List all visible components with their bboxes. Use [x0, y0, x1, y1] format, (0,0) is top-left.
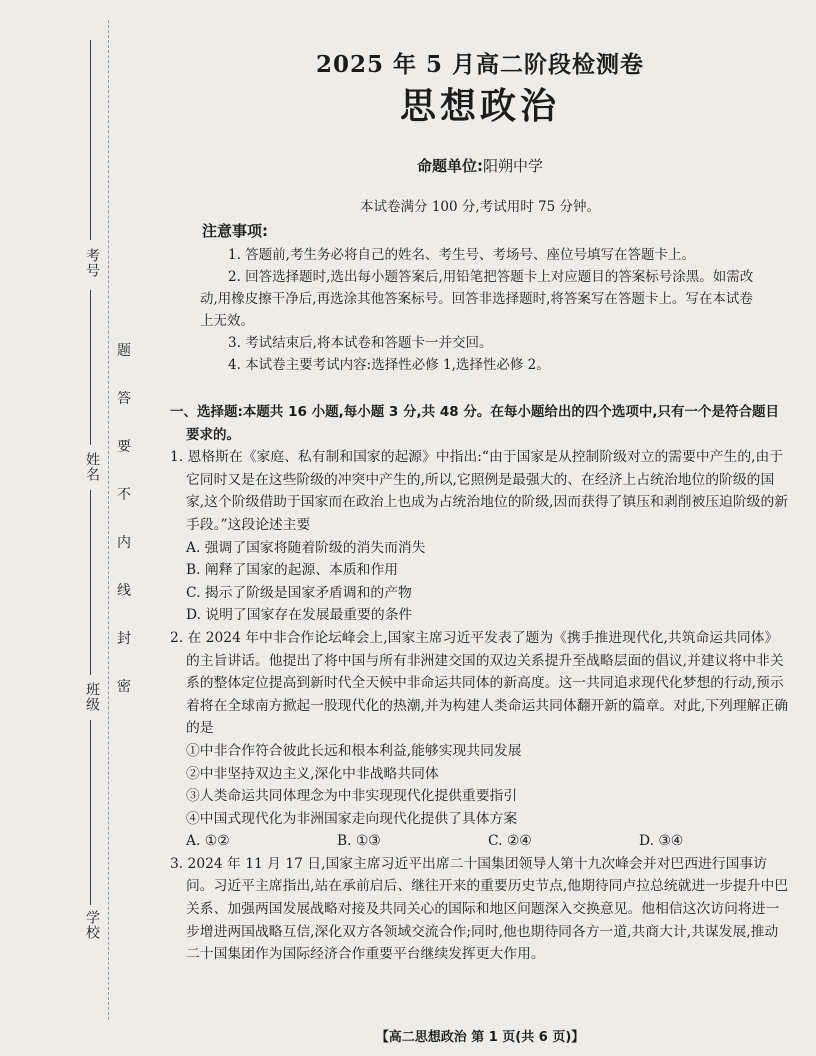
notes-list: [200, 244, 760, 376]
q2-item: ③人类命运共同体理念为中非实现现代化提供重要指引: [186, 788, 518, 805]
name-line[interactable]: [90, 290, 91, 445]
exam-info: 本试卷满分 100 分,考试用时 75 分钟。: [360, 199, 600, 215]
seal-char: 要: [117, 439, 131, 455]
unit-line: [150, 155, 810, 176]
question-3-stem: 3. 2024 年 11 月 17 日,国家主席习近平出席二十国集团领导人第十九次峰会并对巴西进行国事访问。习近平主席指出,站在承前启后、继往开来的重要历史节点,他期待同卢拉总统就进一步提升中巴关系、加强两国发展战略对接及共同关心的国际和地区问题深入交换意见。他相信这次访问将进一步增进两国战略互信,深化双方各领域交流合作;同时,他也期待同各方一道,共商大计,共谋发展,推动二十国集团作为国际经济合作重要平台继续发挥更大作用。: [170, 855, 789, 963]
q2-option-d: D. ③④: [639, 833, 684, 850]
seal-char: 线: [117, 583, 131, 599]
seal-char: 封: [117, 631, 131, 647]
seal-char: 不: [117, 487, 131, 503]
q2-option-a: A. ①②: [186, 833, 230, 850]
q1-option-d: D. 说明了国家存在发展最重要的条件: [186, 607, 413, 624]
q1-option-c: C. 揭示了阶级是国家矛盾调和的产物: [186, 584, 412, 601]
exam-title: 2025 年 5 月高二阶段检测卷: [315, 51, 645, 78]
school-label: 学校: [84, 910, 100, 940]
note-item: 2. 回答选择题时,选出每小题答案后,用铅笔把答题卡上对应题目的答案标号涂黑。如需改动,用橡皮擦干净后,再选涂其他答案标号。回答非选择题时,将答案写在答题卡上。写在本试卷上无效。: [200, 269, 754, 329]
note-item: 1. 答题前,考生务必将自己的姓名、考生号、考场号、座位号填写在答题卡上。: [228, 247, 695, 263]
question-2-stem: 2. 在 2024 年中非合作论坛峰会上,国家主席习近平发表了题为《携手推进现代化,共筑命运共同体》的主旨讲话。他提出了将中国与所有非洲建交国的双边关系提升至战略层面的倡议,并建议将中非关系的整体定位提高到新时代全天候中非命运共同体的新高度。这一共同追求现代化梦想的行动,预示着将在全球南方掀起一股现代化的热潮,并为构建人类命运共同体翻开新的篇章。对此,下列理解正确的是: [170, 629, 789, 737]
class-label: 班级: [84, 682, 100, 712]
section-title: 一、选择题:本题共 16 小题,每小题 3 分,共 48 分。在每小题给出的四个选项中,只有一个是符合题目要求的。: [170, 404, 779, 443]
school-line[interactable]: [90, 720, 91, 905]
seal-char: 内: [117, 535, 131, 551]
binding-margin: [0, 0, 150, 1056]
subject-title: 思想政治: [399, 85, 560, 127]
q2-item: ①中非合作符合彼此长远和根本利益,能够实现共同发展: [186, 742, 522, 759]
q2-option-b: B. ①③: [337, 833, 381, 850]
q2-item: ④中国式现代化为非洲国家走向现代化提供了具体方案: [186, 810, 518, 827]
notes-title: 注意事项:: [202, 222, 268, 240]
class-line[interactable]: [90, 490, 91, 675]
note-item: 4. 本试卷主要考试内容:选择性必修 1,选择性必修 2。: [228, 357, 550, 373]
q1-option-b: B. 阐释了国家的起源、本质和作用: [186, 562, 399, 579]
question-body: [170, 401, 790, 966]
q2-item: ②中非坚持双边主义,深化中非战略共同体: [186, 765, 439, 782]
q1-option-a: A. 强调了国家将随着阶级的消失而消失: [186, 539, 426, 556]
unit-name: 阳朔中学: [482, 157, 543, 175]
exam-number-line[interactable]: [90, 40, 91, 240]
seal-char: 答: [117, 391, 131, 407]
q2-option-c: C. ②④: [488, 833, 532, 850]
seal-dashed-line: [108, 20, 109, 1020]
q2-options-row: [170, 830, 790, 853]
question-1-stem: 1. 恩格斯在《家庭、私有制和国家的起源》中指出:“由于国家是从控制阶级对立的需要中产生的,由于它同时又是在这些阶级的冲突中产生的,所以,它照例是最强大的、在经济上占统治地位的阶级的国家,这个阶级借助于国家而在政治上也成为占统治地位的阶级,因而获得了镇压和剥削被压迫阶级的新手段。”这段论述主要: [170, 449, 789, 533]
exam-number-label: 考号: [84, 248, 100, 278]
seal-char: 题: [117, 343, 131, 359]
unit-label: 命题单位:: [416, 157, 483, 175]
page-footer: 【高二思想政治 第 1 页(共 6 页)】: [375, 1030, 585, 1045]
name-label: 姓名: [84, 452, 100, 482]
note-item: 3. 考试结束后,将本试卷和答题卡一并交回。: [228, 335, 493, 351]
seal-char: 密: [117, 679, 131, 695]
